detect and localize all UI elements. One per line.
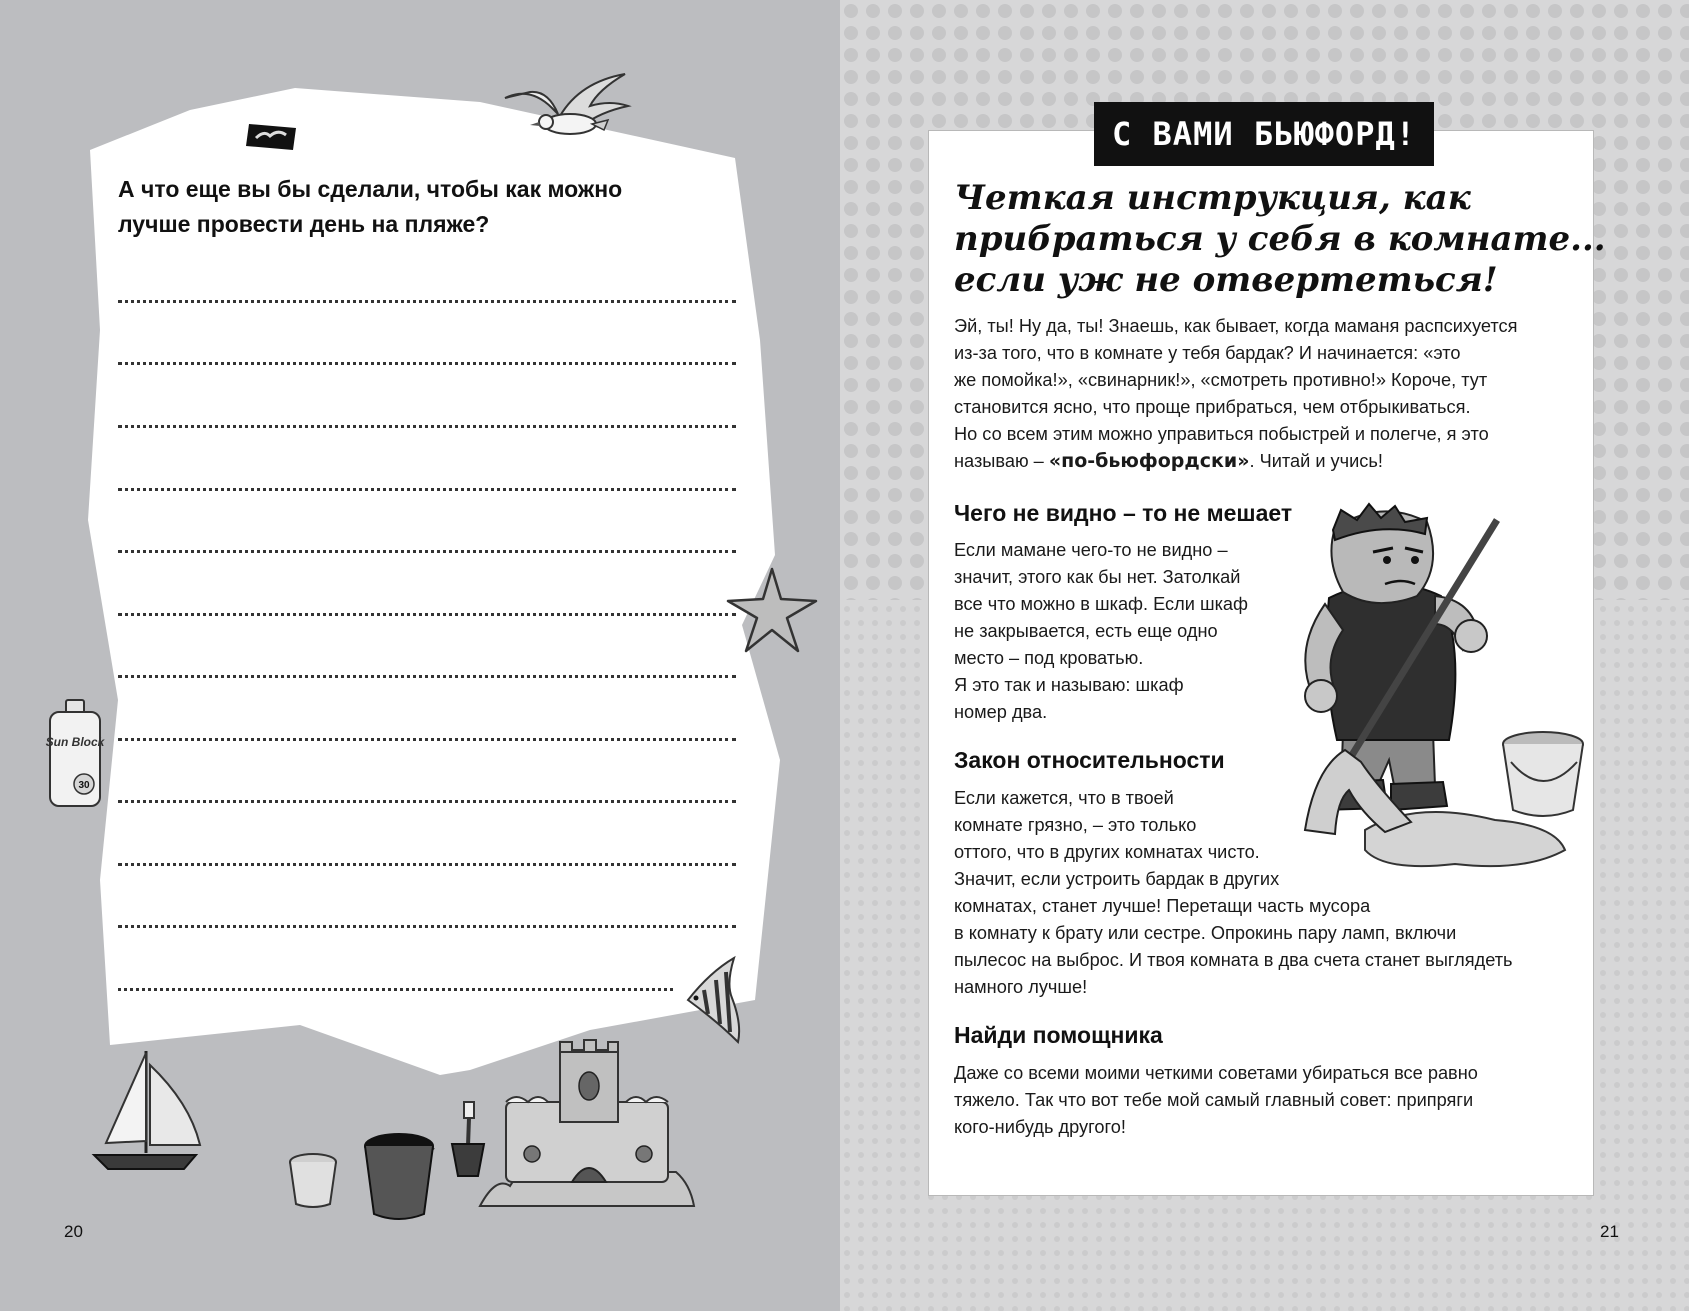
section-1-body [954, 537, 1284, 726]
title-badge: С ВАМИ БЬЮФОРД! [1094, 102, 1434, 166]
answer-line-1[interactable] [118, 300, 736, 303]
section-1-line: все что можно в шкаф. Если шкаф [954, 594, 1249, 614]
section-2-line: комнате грязно, – это только [954, 815, 1197, 835]
answer-line-7[interactable] [118, 675, 736, 678]
section-2-line: Если кажется, что в твоей [954, 788, 1174, 808]
section-1-line: значит, этого как бы нет. Затолкай [954, 567, 1241, 587]
sandcastle-icon [476, 1036, 698, 1212]
intro-highlight: «по-бьюфордски» [1048, 450, 1250, 472]
section-1-line: не закрывается, есть еще одно [954, 621, 1218, 641]
section-3-line: тяжело. Так что вот тебе мой самый главный совет: припряги [954, 1090, 1474, 1110]
section-3-line: кого-нибудь другого! [954, 1117, 1126, 1137]
intro-line-4: становится ясно, что проще прибраться, чем отбрыкиваться. [954, 397, 1471, 417]
answer-line-6[interactable] [118, 613, 736, 616]
answer-line-8[interactable] [118, 738, 736, 741]
intro-paragraph [954, 313, 1574, 475]
intro-line-5: Но со всем этим можно управиться побыстрей и полегче, я это [954, 424, 1489, 444]
intro-line-6 [954, 448, 1574, 475]
bucket-icon [358, 1128, 440, 1223]
prompt-line-1: А что еще вы бы сделали, чтобы как можно [118, 176, 623, 202]
headline [954, 178, 1606, 301]
small-bucket-icon [286, 1152, 340, 1210]
prompt-text [118, 172, 718, 242]
left-page [0, 0, 840, 1311]
answer-line-9[interactable] [118, 800, 736, 803]
intro-line-2: из-за того, что в комнате у тебя бардак? И начинается: «это [954, 343, 1461, 363]
intro-line-1: Эй, ты! Ну да, ты! Знаешь, как бывает, когда маманя распсихуется [954, 316, 1518, 336]
prompt-line-2: лучше провести день на пляже? [118, 211, 490, 237]
section-1-line: место – под кроватью. [954, 648, 1144, 668]
section-1-line: Если мамане чего-то не видно – [954, 540, 1228, 560]
angelfish-icon [680, 950, 750, 1046]
answer-line-10[interactable] [118, 863, 736, 866]
answer-line-3[interactable] [118, 425, 736, 428]
svg-text:Sun Block: Sun Block [45, 735, 105, 749]
right-page [840, 0, 1689, 1311]
answer-line-2[interactable] [118, 362, 736, 365]
section-3-line: Даже со всеми моими четкими советами убираться все равно [954, 1063, 1478, 1083]
section-1-line: номер два. [954, 702, 1048, 722]
bucket-icon [1503, 732, 1583, 816]
sunblock-bottle-icon [44, 698, 106, 810]
answer-line-4[interactable] [118, 488, 736, 491]
section-3-heading: Найди помощника [954, 1022, 1163, 1048]
section-2-line: пылесос на выброс. И твоя комната в два счета станет выглядеть [954, 950, 1513, 970]
answer-line-11[interactable] [118, 925, 736, 928]
intro-last-post: . Читай и учись! [1249, 451, 1383, 471]
headline-line-3: если уж не отвертеться! [954, 260, 1498, 300]
section-1-line: Я это так и называю: шкаф [954, 675, 1184, 695]
page-number-left: 20 [64, 1222, 83, 1241]
svg-text:30: 30 [78, 780, 90, 791]
section-2-line: оттого, что в других комнатах чисто. [954, 842, 1260, 862]
section-3-body [954, 1060, 1554, 1141]
starfish-icon [724, 565, 820, 655]
section-2-heading: Закон относительности [954, 747, 1225, 773]
section-2-line: комнатах, станет лучше! Перетащи часть мусора [954, 896, 1371, 916]
sailboat-icon [88, 1045, 203, 1175]
seagull-icon [500, 72, 635, 152]
answer-line-12[interactable] [118, 988, 673, 991]
intro-last-pre: называю – [954, 451, 1049, 471]
intro-line-3: же помойка!», «свинарник!», «смотреть противно!» Короче, тут [954, 370, 1488, 390]
answer-line-5[interactable] [118, 550, 736, 553]
headline-line-2: прибраться у себя в комнате... [954, 219, 1606, 259]
section-2-line: намного лучше! [954, 977, 1088, 997]
page-number-right: 21 [1600, 1222, 1619, 1241]
section-2-line: в комнату к брату или сестре. Опрокинь пару ламп, включи [954, 923, 1457, 943]
section-2-line: Значит, если устроить бардак в других [954, 869, 1280, 889]
photo-icon [246, 122, 298, 152]
headline-line-1: Четкая инструкция, как [954, 178, 1471, 218]
character-mop-icon [1265, 500, 1585, 880]
section-1-heading: Чего не видно – то не мешает [954, 500, 1293, 526]
